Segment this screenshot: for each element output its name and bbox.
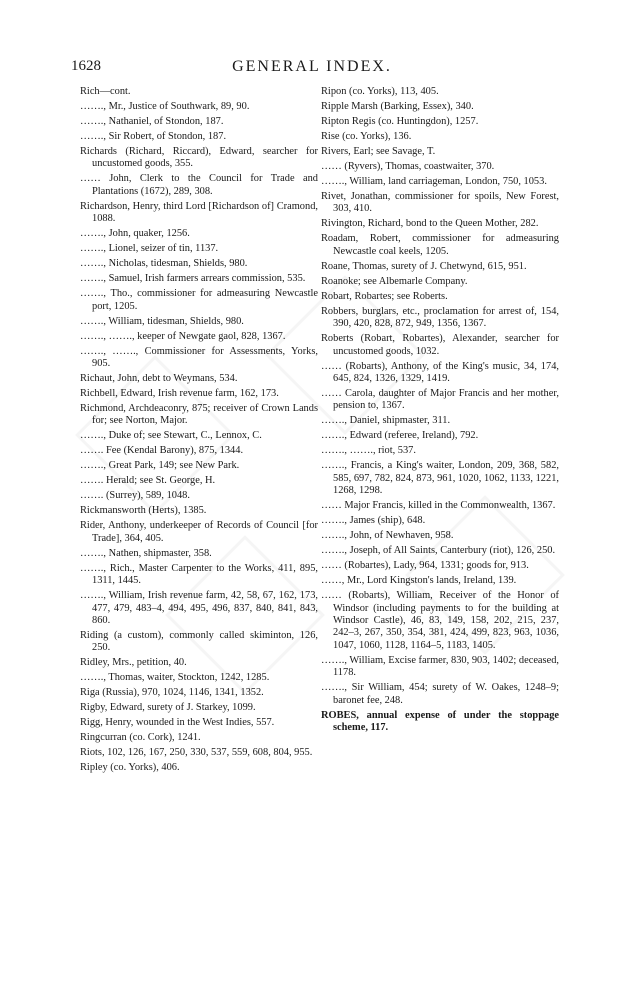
index-entry: ……., Sir Robert, of Stondon, 187.: [80, 131, 227, 142]
index-entry: Rickmansworth (Herts), 1385.: [80, 505, 207, 517]
index-entry: Rich—cont.: [80, 86, 131, 97]
index-entry: Roadam, Robert, commissioner for admeasuring Newcastle coal keels, 1205.: [321, 233, 559, 257]
index-entry: ……. Fee (Kendal Barony), 875, 1344.: [80, 445, 244, 457]
index-entry: Riots, 102, 126, 167, 250, 330, 537, 559, 608, 804, 955.: [80, 747, 313, 759]
index-entry: ……. (Surrey), 589, 1048.: [80, 490, 190, 502]
index-entry: ……., Lionel, seizer of tin, 1137.: [80, 243, 219, 255]
index-entry: Riding (a custom), commonly called skiminton, 126, 250.: [80, 630, 318, 654]
page-number: 1628: [71, 58, 101, 74]
index-entry: Rigg, Henry, wounded in the West Indies, 557.: [80, 717, 275, 729]
index-entry: Ripley (co. Yorks), 406.: [80, 762, 180, 774]
index-entry: ROBES, annual expense of under the stoppage scheme, 117.: [321, 709, 559, 734]
index-entry: Roanoke; see Albemarle Company.: [321, 275, 468, 287]
index-entry: Rise (co. Yorks), 136.: [321, 131, 412, 142]
index-entry: Robbers, burglars, etc., proclamation for arrest of, 154, 390, 420, 828, 872, 949, 1356, 1367.: [321, 305, 559, 330]
index-entry: ……., John, of Newhaven, 958.: [321, 530, 454, 542]
index-column-right: [321, 86, 559, 737]
index-entry: ……., Nathen, shipmaster, 358.: [80, 547, 212, 559]
index-entry: ……., Great Park, 149; see New Park.: [80, 460, 240, 472]
index-entry: ……., Samuel, Irish farmers arrears commission, 535.: [80, 273, 306, 285]
index-entry: Rider, Anthony, underkeeper of Records of Council [for Trade], 364, 405.: [80, 520, 318, 544]
index-entry: Richards (Richard, Riccard), Edward, searcher for uncustomed goods, 355.: [80, 146, 318, 170]
index-entry: ……., Mr., Justice of Southwark, 89, 90.: [80, 101, 250, 112]
index-entry: ……., Daniel, shipmaster, 311.: [321, 415, 451, 427]
index-entry: ……., Tho., commissioner for admeasuring Newcastle port, 1205.: [80, 288, 318, 312]
index-entry: Rivers, Earl; see Savage, T.: [321, 146, 436, 157]
running-head: GENERAL INDEX.: [232, 58, 392, 75]
index-entry: …… Carola, daughter of Major Francis and her mother, pension to, 1367.: [321, 388, 559, 412]
index-entry: Ridley, Mrs., petition, 40.: [80, 657, 187, 669]
index-entry: Rivet, Jonathan, commissioner for spoils, New Forest, 303, 410.: [321, 191, 559, 215]
index-entry: ……., ……., riot, 537.: [321, 445, 416, 457]
index-entry: Ringcurran (co. Cork), 1241.: [80, 732, 201, 744]
index-entry: Richaut, John, debt to Weymans, 534.: [80, 373, 238, 385]
index-entry: Ripton Regis (co. Huntingdon), 1257.: [321, 116, 479, 127]
index-entry: Riga (Russia), 970, 1024, 1146, 1341, 1352.: [80, 687, 264, 699]
index-entry: Richmond, Archdeaconry, 875; receiver of Crown Lands for; see Norton, Major.: [80, 403, 318, 427]
index-entry: ……., William, Excise farmer, 830, 903, 1402; deceased, 1178.: [321, 654, 559, 679]
index-entry: ……., Sir William, 454; surety of W. Oakes, 1248–9; baronet fee, 248.: [321, 682, 559, 706]
index-entry: ……., Thomas, waiter, Stockton, 1242, 1285.: [80, 672, 270, 684]
index-entry: ……., ……., keeper of Newgate gaol, 828, 1367.: [80, 330, 286, 342]
index-entry: ……., Nicholas, tidesman, Shields, 980.: [80, 258, 248, 270]
index-entry: Richbell, Edward, Irish revenue farm, 162, 173.: [80, 388, 279, 400]
index-entry: Ripon (co. Yorks), 113, 405.: [321, 86, 439, 97]
index-entry: …… (Robartes), Lady, 964, 1331; goods for, 913.: [321, 560, 529, 572]
index-entry: …… Major Francis, killed in the Commonwealth, 1367.: [321, 500, 556, 512]
index-entry: ……., John, quaker, 1256.: [80, 228, 190, 240]
index-entry: ……., William, Irish revenue farm, 42, 58, 67, 162, 173, 477, 479, 483–4, 494, 495, 496, 837, 840, 841, 843, 860.: [80, 590, 318, 627]
index-entry: …… (Robarts), Anthony, of the King's music, 34, 174, 645, 824, 1326, 1329, 1419.: [321, 360, 559, 385]
index-entry: Ripple Marsh (Barking, Essex), 340.: [321, 101, 474, 112]
index-entry: …… (Robarts), William, Receiver of the Honor of Windsor (including payments to for the building at Windsor Castle), 46, 83, 149, 158, 202, 215, 237, 242–3, 267, 350, 354, 381, 424, 499, 823, 963, 1036, 1047, 1060, 1128, 1164–5, 1183, 1405.: [321, 590, 559, 651]
index-entry: ……., ……., Commissioner for Assessments, Yorks, 905.: [80, 345, 318, 370]
index-entry: ……., Rich., Master Carpenter to the Works, 411, 895, 1311, 1445.: [80, 562, 318, 587]
index-entry: …… (Ryvers), Thomas, coastwaiter, 370.: [321, 161, 495, 172]
index-entry: ……., Joseph, of All Saints, Canterbury (riot), 126, 250.: [321, 545, 556, 557]
index-entry: Roane, Thomas, surety of J. Chetwynd, 615, 951.: [321, 260, 527, 272]
index-entry: ……., William, land carriageman, London, 750, 1053.: [321, 176, 547, 187]
index-entry: ……., James (ship), 648.: [321, 515, 426, 527]
index-entry: ……., William, tidesman, Shields, 980.: [80, 315, 244, 327]
index-entry: ……., Nathaniel, of Stondon, 187.: [80, 116, 224, 127]
index-entry: …… John, Clerk to the Council for Trade and Plantations (1672), 289, 308.: [80, 173, 318, 197]
index-entry: Robart, Robartes; see Roberts.: [321, 290, 448, 302]
index-entry: Richardson, Henry, third Lord [Richardson of] Cramond, 1088.: [80, 200, 318, 225]
index-entry: ……. Herald; see St. George, H.: [80, 475, 216, 487]
index-entry: ……., Edward (referee, Ireland), 792.: [321, 430, 479, 442]
index-entry: ……., Duke of; see Stewart, C., Lennox, C.: [80, 430, 262, 442]
index-entry: ……, Mr., Lord Kingston's lands, Ireland, 139.: [321, 575, 517, 587]
index-entry: Roberts (Robart, Robartes), Alexander, searcher for uncustomed goods, 1032.: [321, 333, 559, 357]
index-entry: Rivington, Richard, bond to the Queen Mother, 282.: [321, 218, 539, 230]
index-column-left: [80, 86, 318, 777]
index-entry: ……., Francis, a King's waiter, London, 209, 368, 582, 585, 697, 782, 824, 873, 961, 1020, 1062, 1133, 1221, 1268, 1298.: [321, 460, 559, 497]
index-entry: Rigby, Edward, surety of J. Starkey, 1099.: [80, 702, 256, 714]
